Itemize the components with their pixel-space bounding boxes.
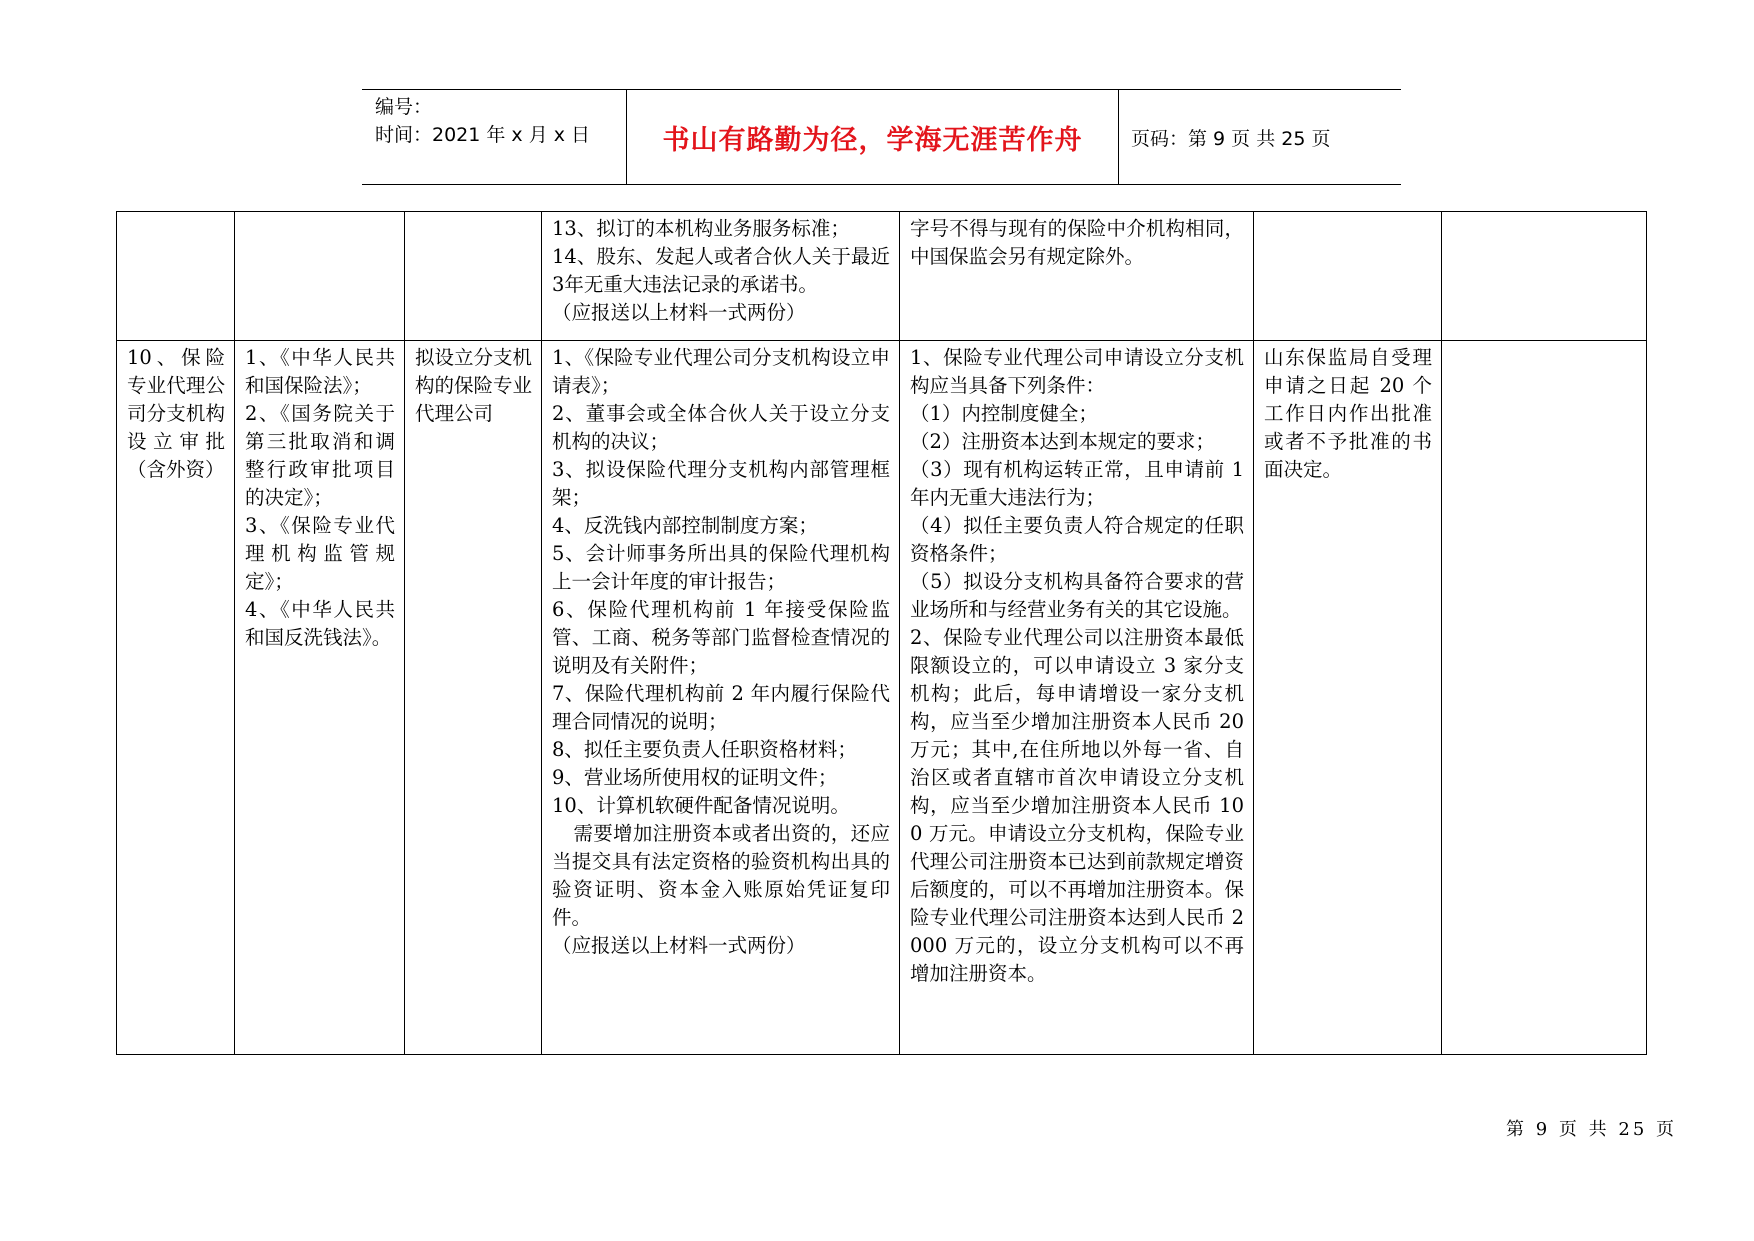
legal-basis-cell xyxy=(235,341,405,1055)
deadline-cell xyxy=(1254,341,1442,1055)
list-item: 10、计算机软硬件配备情况说明。 xyxy=(552,794,850,817)
list-item: （3）现有机构运转正常，且申请前 1 年内无重大违法行为； xyxy=(910,458,1251,509)
table-cell xyxy=(1254,212,1442,341)
table-cell xyxy=(1442,341,1647,1055)
list-item: 4、《中华人民共和国反洗钱法》。 xyxy=(245,598,395,649)
list-item: 13、拟订的本机构业务服务标准； xyxy=(552,217,850,240)
header-motto-cell xyxy=(627,90,1119,184)
table-row xyxy=(117,341,1647,1055)
list-item: 2、《国务院关于第三批取消和调整行政审批项目的决定》； xyxy=(245,402,395,509)
page-code-label: 页码：第 9 页 共 25 页 xyxy=(1131,127,1331,150)
list-item: 字号不得与现有的保险中介机构相同，中国保监会另有规定除外。 xyxy=(910,217,1244,268)
conditions-cell xyxy=(900,212,1254,341)
applicant-text: 拟设立分支机构的保险专业代理公司 xyxy=(415,346,533,425)
table-cell xyxy=(117,212,235,341)
list-item: （2）注册资本达到本规定的要求； xyxy=(910,430,1215,453)
conditions-cell xyxy=(900,341,1254,1055)
list-item: （1）内控制度健全； xyxy=(910,402,1098,425)
table-cell xyxy=(235,212,405,341)
materials-cell xyxy=(542,341,900,1055)
applicant-cell xyxy=(405,341,542,1055)
item-name: 10、保险专业代理公司分支机构设立审批（含外资） xyxy=(127,346,225,481)
list-item: 6、保险代理机构前 1 年接受保险监管、工商、税务等部门监督检查情况的说明及有关附件； xyxy=(552,598,890,677)
list-item: （4）拟任主要负责人符合规定的任职资格条件； xyxy=(910,514,1244,565)
item-name-cell xyxy=(117,341,235,1055)
list-item: 7、保险代理机构前 2 年内履行保险代理合同情况的说明； xyxy=(552,682,890,733)
list-item: 9、营业场所使用权的证明文件； xyxy=(552,766,838,789)
header-info-cell xyxy=(362,90,627,184)
header-page-cell xyxy=(1119,90,1401,184)
list-item: （5）拟设分支机构具备符合要求的营业场所和与经营业务有关的其它设施。 xyxy=(910,570,1244,621)
deadline-text: 山东保监局自受理申请之日起 20 个工作日内作出批准或者不予批准的书面决定。 xyxy=(1264,346,1432,481)
table-row xyxy=(117,212,1647,341)
document-time-label: 时间：2021 年 x 月 x 日 xyxy=(375,124,591,146)
list-item: 2、保险专业代理公司以注册资本最低限额设立的，可以申请设立 3 家分支机构；此后，每申请增设一家分支机构，应当至少增加注册资本人民币 20 万元；其中,在住所地以外每一省、自治区或者直辖市首次申请设立分支机构，应当至少增加注册资本人民币 100 万元。申请设立分支机构，保险专业代理公司注册资本已达到前款规定增资后额度的，可以不再增加注册资本。保险专业代理公司注册资本达到人民币 2000 万元的，设立分支机构可以不再增加注册资本。 xyxy=(910,626,1251,985)
list-item: （应报送以上材料一式两份） xyxy=(552,301,806,324)
document-number-label: 编号： xyxy=(375,96,433,118)
materials-cell xyxy=(542,212,900,341)
table-cell xyxy=(1442,212,1647,341)
list-item: 14、股东、发起人或者合伙人关于最近3年无重大违法记录的承诺书。 xyxy=(552,245,890,296)
extra-requirement: 需要增加注册资本或者出资的，还应当提交具有法定资格的验资机构出具的验资证明、资本金入账原始凭证复印件。 xyxy=(552,822,890,929)
list-item: 1、保险专业代理公司申请设立分支机构应当具备下列条件： xyxy=(910,346,1244,397)
list-item: 2、董事会或全体合伙人关于设立分支机构的决议； xyxy=(552,402,890,453)
list-item: 4、反洗钱内部控制制度方案； xyxy=(552,514,818,537)
page-header xyxy=(362,89,1401,185)
list-item: 1、《中华人民共和国保险法》； xyxy=(245,346,395,397)
list-item: 3、拟设保险代理分支机构内部管理框架； xyxy=(552,458,890,509)
table-cell xyxy=(405,212,542,341)
motto-text: 书山有路勤为径，学海无涯苦作舟 xyxy=(662,124,1083,156)
list-item: 1、《保险专业代理公司分支机构设立申请表》； xyxy=(552,346,890,397)
approval-table xyxy=(116,211,1647,1055)
list-item: 5、会计师事务所出具的保险代理机构上一会计年度的审计报告； xyxy=(552,542,890,593)
list-item: 3、《保险专业代理机构监管规定》； xyxy=(245,514,395,593)
page-footer: 第 9 页 共 25 页 xyxy=(1506,1119,1677,1140)
list-item: 8、拟任主要负责人任职资格材料； xyxy=(552,738,857,761)
submission-note: （应报送以上材料一式两份） xyxy=(552,934,806,957)
